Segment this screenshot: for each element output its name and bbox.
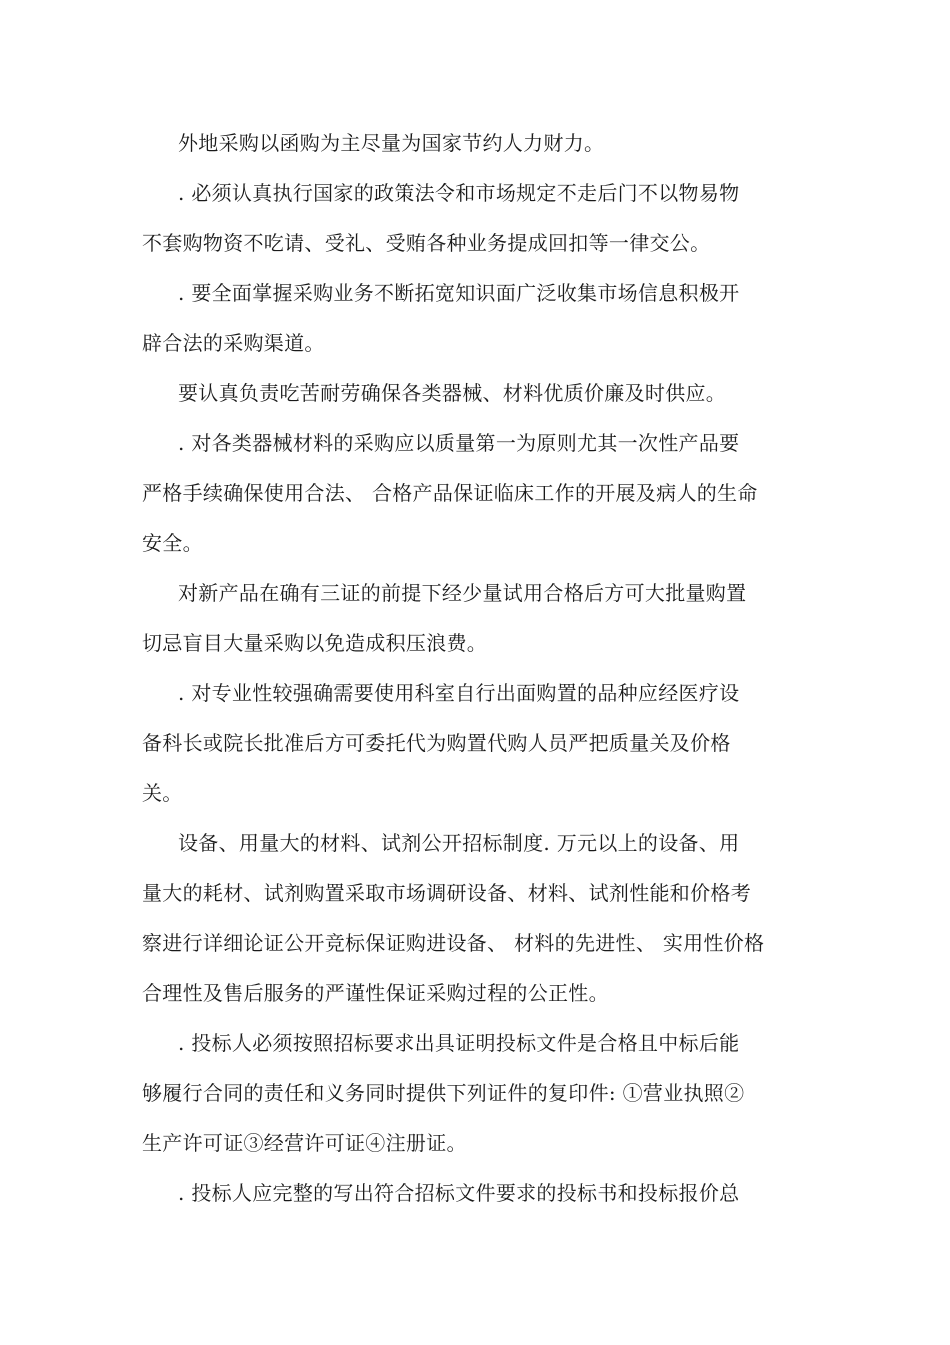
- text-line-15: 设备、用量大的材料、试剂公开招标制度. 万元以上的设备、用: [178, 831, 740, 855]
- text-line-13: 备科长或院长批准后方可委托代为购置代购人员严把质量关及价格: [142, 731, 731, 755]
- text-line-22: . 投标人应完整的写出符合招标文件要求的投标书和投标报价总: [178, 1181, 740, 1205]
- text-line-14: 关。: [142, 781, 183, 805]
- text-line-2: . 必须认真执行国家的政策法令和市场规定不走后门不以物易物: [178, 181, 740, 205]
- text-line-21: 生产许可证③经营许可证④注册证。: [142, 1131, 467, 1155]
- text-line-5: 辟合法的采购渠道。: [142, 331, 325, 355]
- text-line-1: 外地采购以函购为主尽量为国家节约人力财力。: [178, 131, 605, 155]
- text-line-6: 要认真负责吃苦耐劳确保各类器械、材料优质价廉及时供应。: [178, 381, 727, 405]
- text-line-8: 严格手续确保使用合法、 合格产品保证临床工作的开展及病人的生命: [142, 481, 758, 505]
- text-line-11: 切忌盲目大量采购以免造成积压浪费。: [142, 631, 488, 655]
- text-line-18: 合理性及售后服务的严谨性保证采购过程的公正性。: [142, 981, 609, 1005]
- text-line-19: . 投标人必须按照招标要求出具证明投标文件是合格且中标后能: [178, 1031, 740, 1055]
- text-line-17: 察进行详细论证公开竞标保证购进设备、 材料的先进性、 实用性价格: [142, 931, 765, 955]
- text-line-7: . 对各类器械材料的采购应以质量第一为原则尤其一次性产品要: [178, 431, 740, 455]
- text-line-3: 不套购物资不吃请、受礼、受贿各种业务提成回扣等一律交公。: [142, 231, 711, 255]
- text-line-9: 安全。: [142, 531, 203, 555]
- text-line-4: . 要全面掌握采购业务不断拓宽知识面广泛收集市场信息积极开: [178, 281, 740, 305]
- text-line-12: . 对专业性较强确需要使用科室自行出面购置的品种应经医疗设: [178, 681, 740, 705]
- text-line-16: 量大的耗材、试剂购置采取市场调研设备、材料、试剂性能和价格考: [142, 881, 751, 905]
- text-line-20: 够履行合同的责任和义务同时提供下列证件的复印件: ①营业执照②: [142, 1081, 745, 1105]
- text-line-10: 对新产品在确有三证的前提下经少量试用合格后方可大批量购置: [178, 581, 747, 605]
